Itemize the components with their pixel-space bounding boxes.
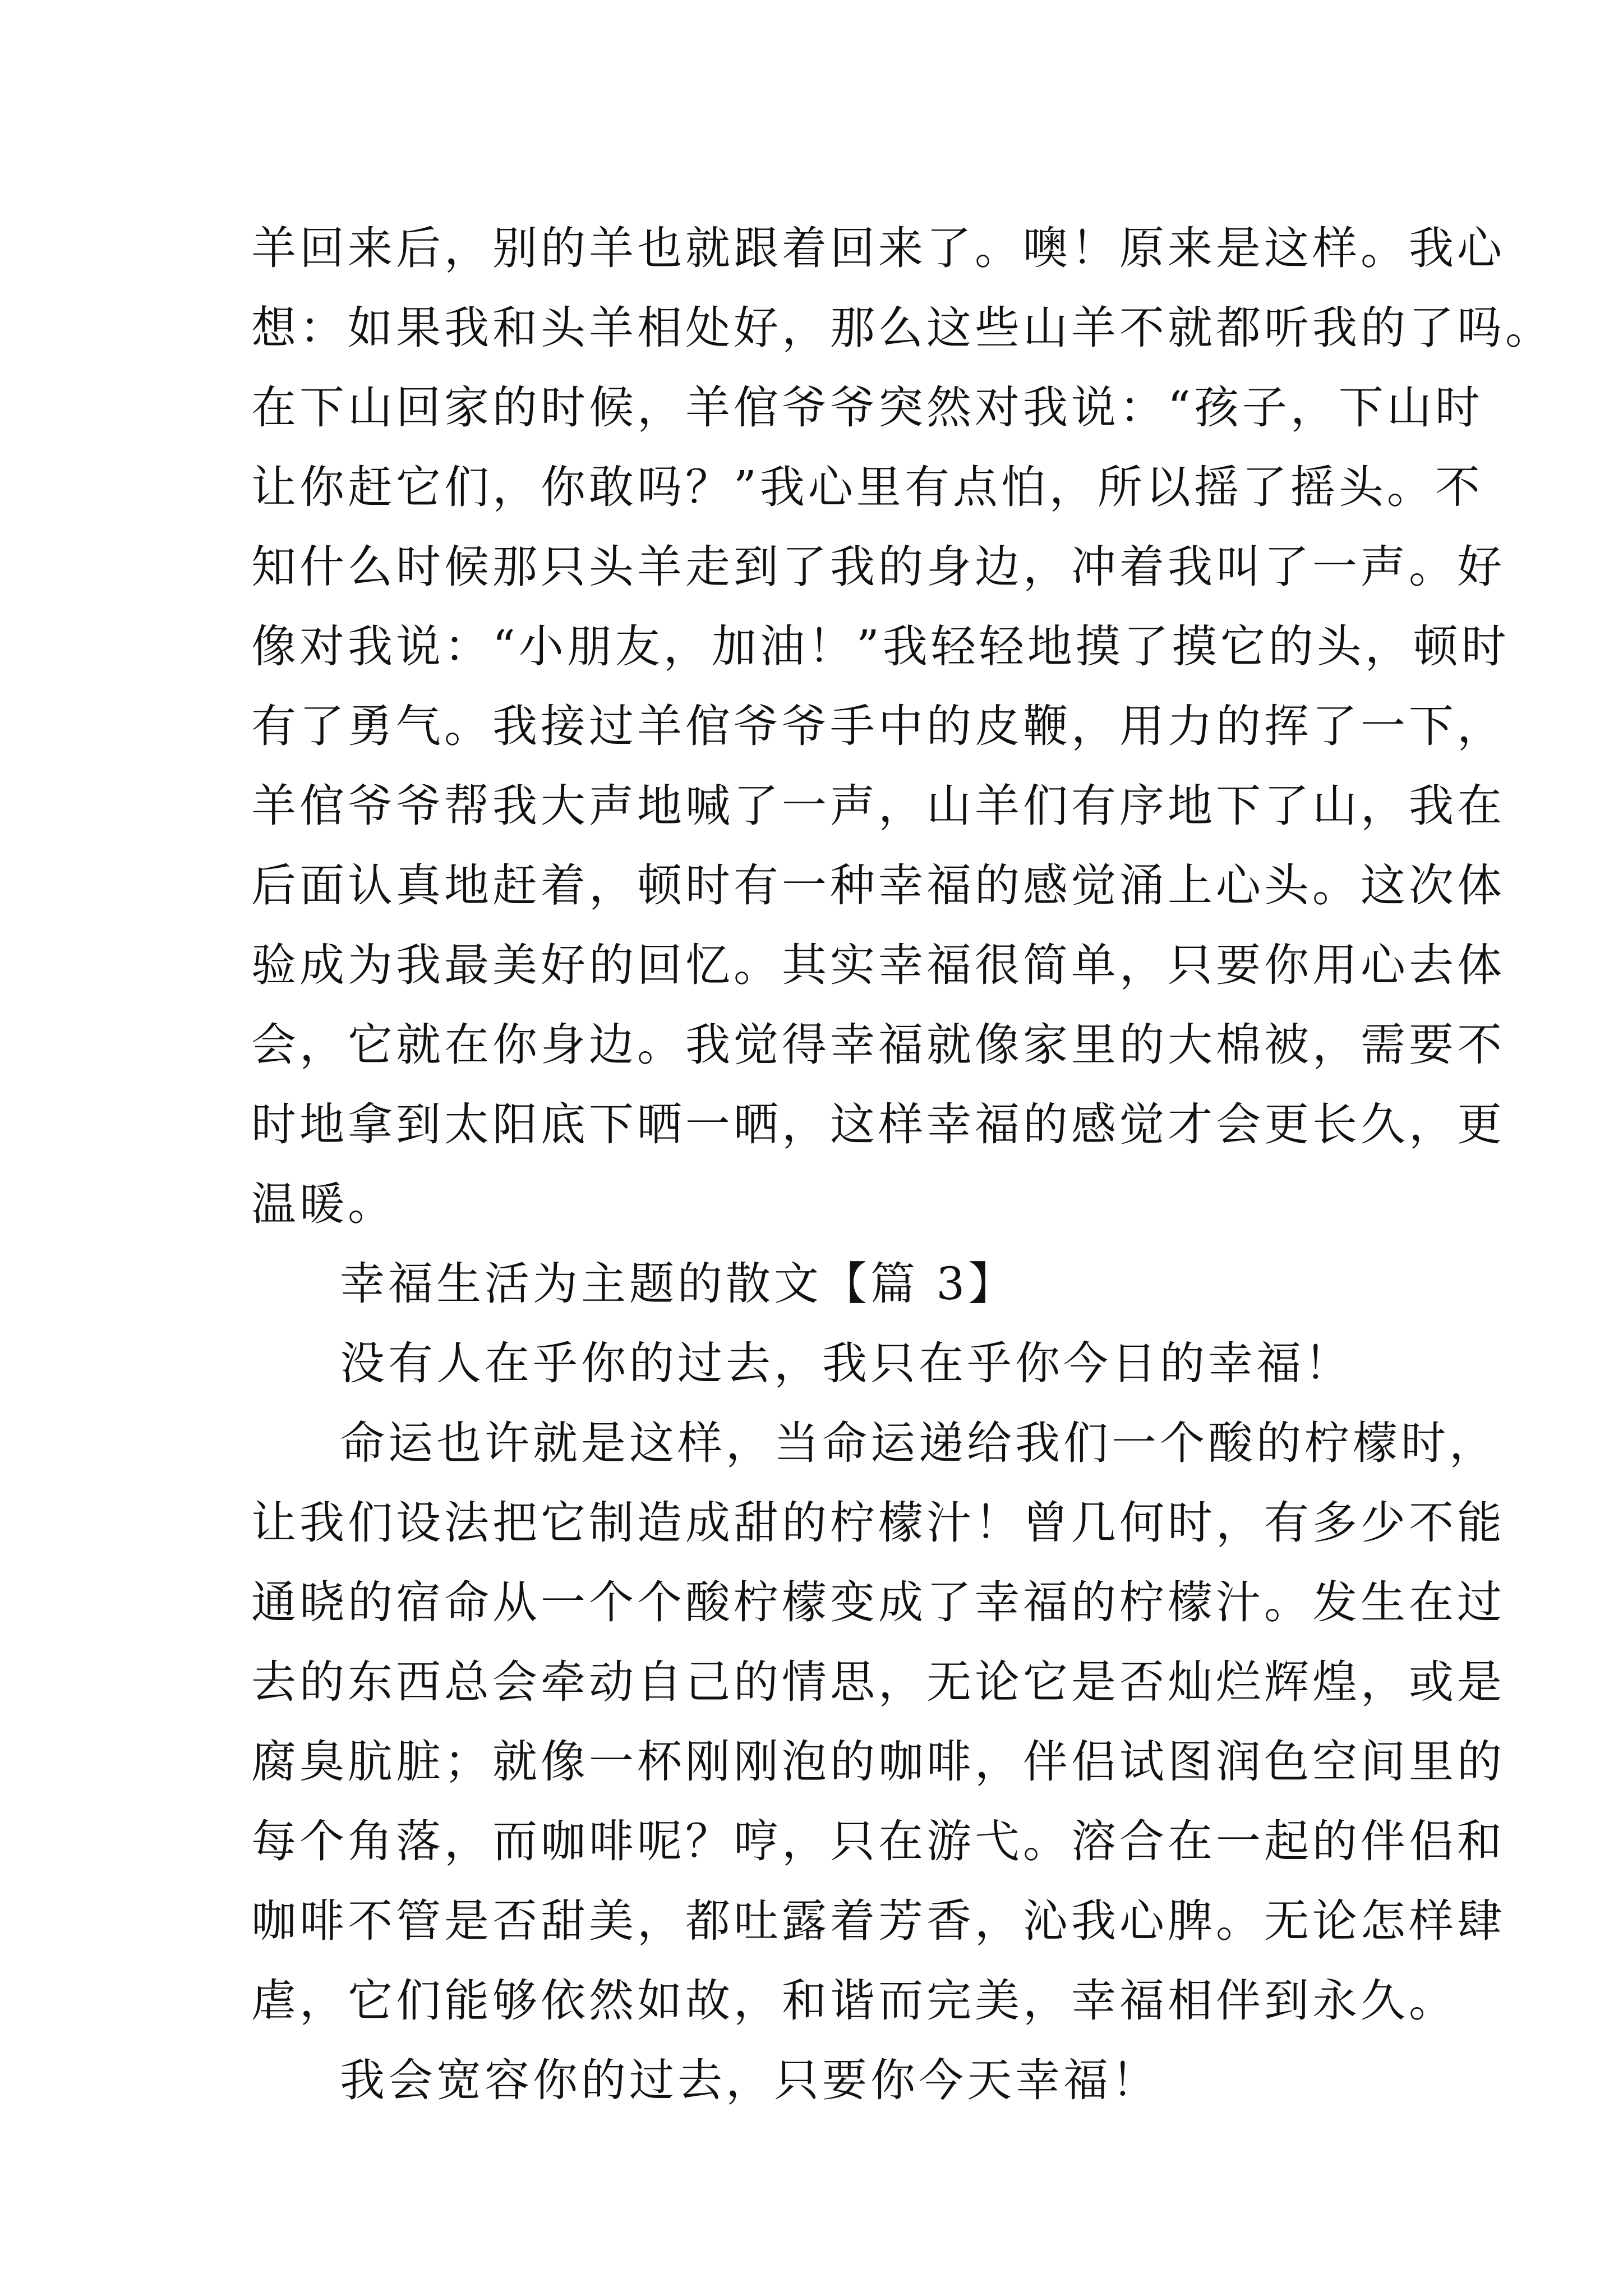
text-line: 想：如果我和头羊相处好，那么这些山羊不就都听我的了吗。 (251, 302, 1553, 354)
text-line: 时地拿到太阳底下晒一晒，这样幸福的感觉才会更长久，更 (251, 1098, 1505, 1151)
text-line: 去的东西总会牵动自己的情思，无论它是否灿烂辉煌，或是 (251, 1656, 1505, 1708)
document-body (251, 209, 1553, 2120)
text-line: 在下山回家的时候，羊倌爷爷突然对我说：“孩子，下山时 (251, 381, 1483, 434)
text-line: 有了勇气。我接过羊倌爷爷手中的皮鞭，用力的挥了一下， (251, 700, 1505, 752)
text-line: 温暖。 (251, 1178, 396, 1230)
text-line: 让你赶它们，你敢吗？”我心里有点怕，所以摇了摇头。不 (251, 461, 1483, 513)
text-line: 会，它就在你身边。我觉得幸福就像家里的大棉被，需要不 (251, 1019, 1505, 1071)
text-line: 通晓的宿命从一个个酸柠檬变成了幸福的柠檬汁。发生在过 (251, 1576, 1505, 1628)
paragraph-2 (251, 1404, 1505, 2041)
paragraph-3: 我会宽容你的过去，只要你今天幸福！ (340, 2054, 1160, 2106)
section-heading: 幸福生活为主题的散文【篇 3】 (340, 1258, 1017, 1310)
text-line: 验成为我最美好的回忆。其实幸福很简单，只要你用心去体 (251, 939, 1505, 991)
paragraph-continued (251, 209, 1553, 1244)
text-line: 腐臭肮脏；就像一杯刚刚泡的咖啡，伴侣试图润色空间里的 (251, 1736, 1505, 1788)
text-line: 知什么时候那只头羊走到了我的身边，冲着我叫了一声。好 (251, 541, 1505, 593)
text-line: 羊回来后，别的羊也就跟着回来了。噢！原来是这样。我心 (251, 222, 1505, 274)
text-line: 虐，它们能够依然如故，和谐而完美，幸福相伴到永久。 (251, 1975, 1457, 2027)
text-line: 后面认真地赶着，顿时有一种幸福的感觉涌上心头。这次体 (251, 859, 1505, 912)
text-line: 羊倌爷爷帮我大声地喊了一声，山羊们有序地下了山，我在 (251, 780, 1505, 832)
text-line: 每个角落，而咖啡呢？哼，只在游弋。溶合在一起的伴侣和 (251, 1815, 1505, 1867)
text-line: 让我们设法把它制造成甜的柠檬汁！曾几何时，有多少不能 (251, 1497, 1505, 1549)
text-line: 命运也许就是这样，当命运递给我们一个酸的柠檬时， (340, 1417, 1497, 1469)
text-line: 咖啡不管是否甜美，都吐露着芳香，沁我心脾。无论怎样肆 (251, 1895, 1505, 1947)
text-line: 像对我说：“小朋友，加油！”我轻轻地摸了摸它的头，顿时 (251, 620, 1510, 673)
paragraph-1: 没有人在乎你的过去，我只在乎你今日的幸福！ (340, 1337, 1353, 1389)
